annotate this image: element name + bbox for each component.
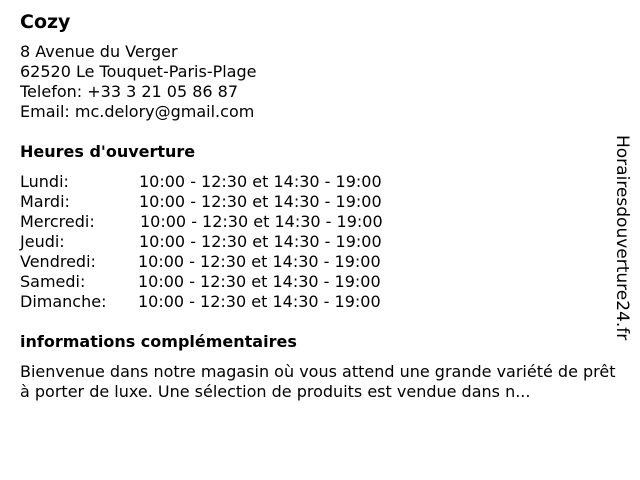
hours-day: Mardi:	[20, 192, 70, 211]
hours-day: Lundi:	[20, 172, 69, 191]
address-street: 8 Avenue du Verger	[20, 42, 178, 61]
shop-card	[20, 10, 620, 402]
hours-title: Heures d'ouverture	[20, 142, 196, 161]
hours-time: 10:00 - 12:30 et 14:30 - 19:00	[139, 192, 382, 211]
hours-row-thursday	[20, 232, 620, 252]
hours-day: Vendredi:	[20, 252, 96, 271]
hours-time: 10:00 - 12:30 et 14:30 - 19:00	[139, 232, 382, 251]
hours-row-sunday	[20, 292, 620, 312]
hours-day: Mercredi:	[20, 212, 95, 231]
info-text: Bienvenue dans notre magasin où vous attend une grande variété de prêt à porter de luxe. Une sélection de produits est vendue dans n...	[20, 362, 616, 401]
hours-day: Samedi:	[20, 272, 86, 291]
hours-row-monday	[20, 172, 620, 192]
hours-time: 10:00 - 12:30 et 14:30 - 19:00	[138, 292, 381, 311]
hours-time: 10:00 - 12:30 et 14:30 - 19:00	[139, 172, 382, 191]
hours-row-tuesday	[20, 192, 620, 212]
hours-time: 10:00 - 12:30 et 14:30 - 19:00	[138, 272, 381, 291]
email-line: Email: mc.delory@gmail.com	[20, 102, 255, 121]
shop-name: Cozy	[20, 11, 71, 33]
hours-table	[20, 172, 620, 312]
info-title: informations complémentaires	[20, 332, 297, 351]
hours-day: Dimanche:	[20, 292, 107, 311]
phone-line: Telefon: +33 3 21 05 86 87	[20, 82, 239, 101]
hours-row-friday	[20, 252, 620, 272]
hours-row-wednesday	[20, 212, 620, 232]
hours-time: 10:00 - 12:30 et 14:30 - 19:00	[138, 252, 381, 271]
hours-time: 10:00 - 12:30 et 14:30 - 19:00	[140, 212, 383, 231]
hours-row-saturday	[20, 272, 620, 292]
address-city: 62520 Le Touquet-Paris-Plage	[20, 62, 257, 81]
site-watermark: Horairesdouverture24.fr	[612, 135, 632, 341]
hours-day: Jeudi:	[20, 232, 65, 251]
